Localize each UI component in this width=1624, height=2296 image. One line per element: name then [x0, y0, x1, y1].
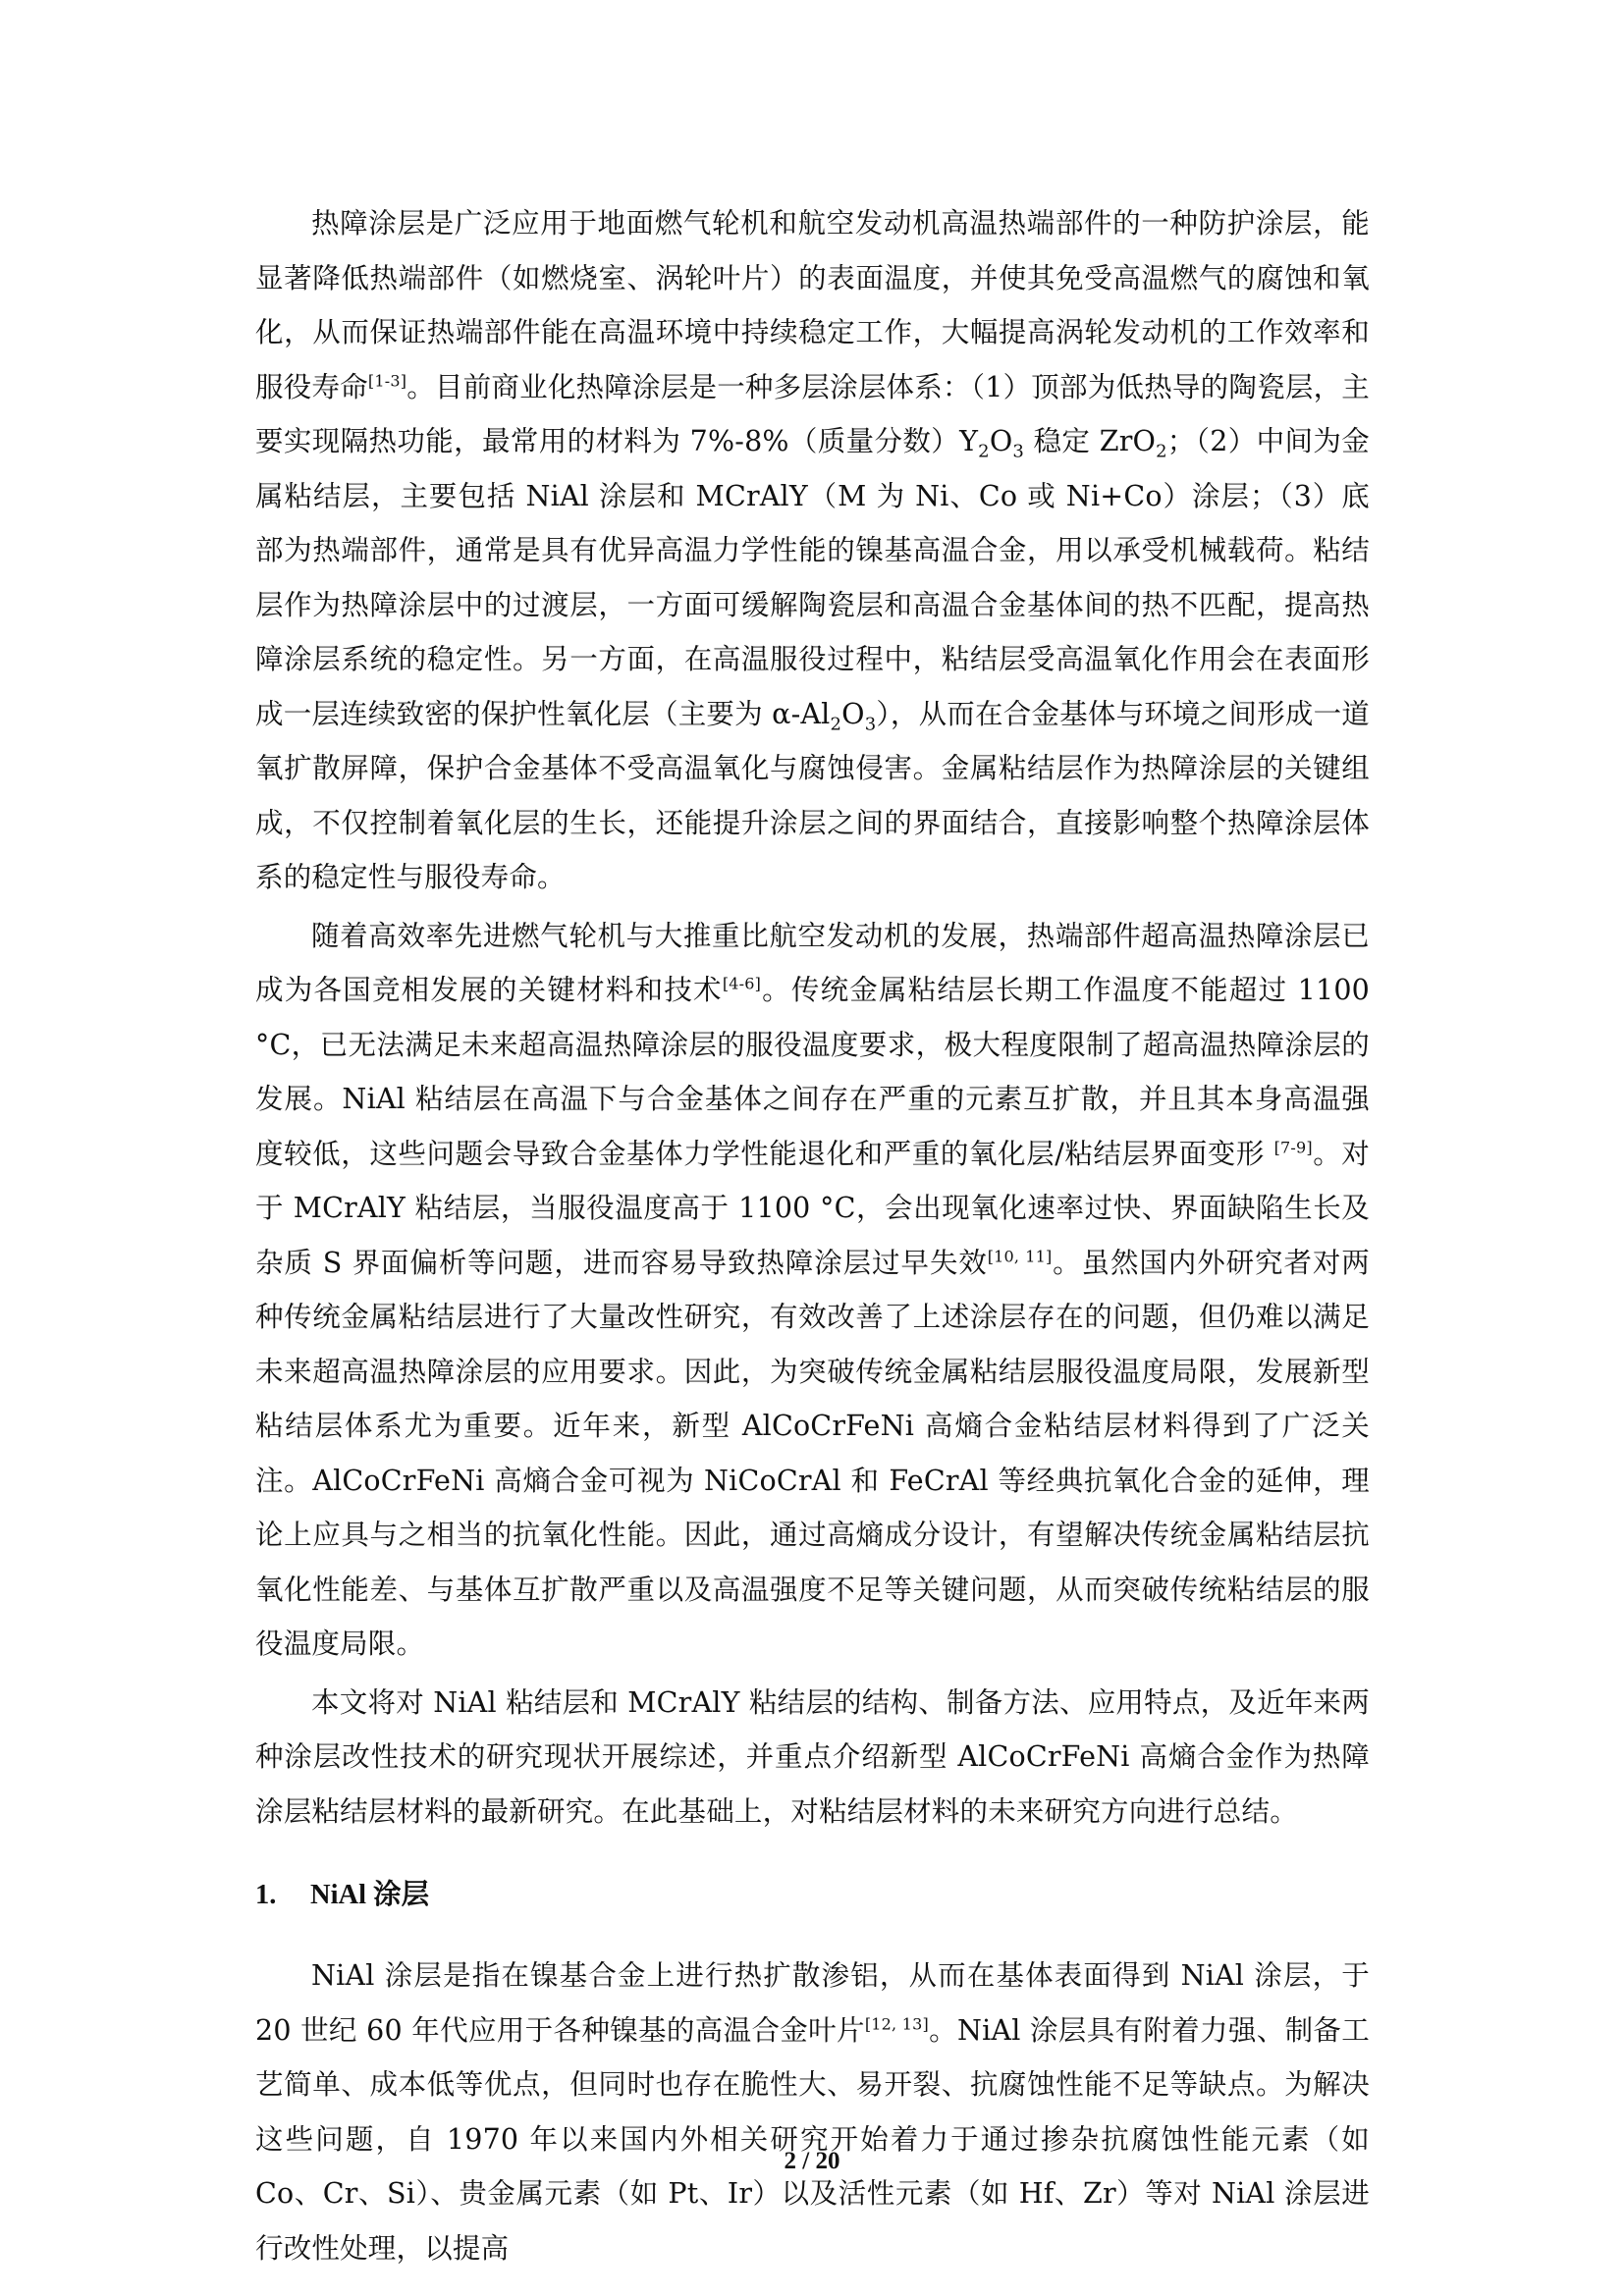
text-run: 本文将对 NiAl 粘结层和 MCrAlY 粘结层的结构、制备方法、应用特点，及近年来两种涂层改性技术的研究现状开展综述，并重点介绍新型 AlCoCrFeNi 高熵合金作为热障涂层粘结层材料的最新研究。在此基础上，对粘结层材料的未来研究方向进行总结。: [255, 1685, 1370, 1828]
text-run: 。虽然国内外研究者对两种传统金属粘结层进行了大量改性研究，有效改善了上述涂层存在的问题，但仍难以满足未来超高温热障涂层的应用要求。因此，为突破传统金属粘结层服役温度局限，发展新型粘结层体系尤为重要。近年来，新型 AlCoCrFeNi 高熵合金粘结层材料得到了广泛关注。AlCoCrFeNi 高熵合金可视为 NiCoCrAl 和 FeCrAl 等经典抗氧化合金的延伸，理论上应具与之相当的抗氧化性能。因此，通过高熵成分设计，有望解决传统金属粘结层抗氧化性能差、与基体互扩散严重以及高温强度不足等关键问题，从而突破传统粘结层的服役温度局限。: [255, 1246, 1370, 1660]
text-run: 稳定 ZrO: [1024, 425, 1157, 457]
subscript: 3: [864, 714, 877, 735]
section-title: NiAl 涂层: [310, 1880, 430, 1910]
text-run: NiAl 涂层是指在镍基合金上进行热扩散渗铝，从而在基体表面得到 NiAl 涂层，于 20 世纪 60 年代应用于各种镍基的高温合金叶片: [255, 1959, 1370, 2047]
paragraph-intro: [255, 196, 1370, 905]
main-text: [255, 196, 1370, 2279]
subscript: 2: [830, 714, 842, 735]
text-run: 。传统金属粘结层长期工作温度不能超过 1100 °C，已无法满足未来超高温热障涂层的服役温度要求，极大程度限制了超高温热障涂层的发展。NiAl 粘结层在高温下与合金基体之间存在严重的元素互扩散，并且其本身高温强度较低，这些问题会导致合金基体力学性能退化和严重的氧化层/粘结层界面变形: [255, 974, 1370, 1170]
text-run: 随着高效率先进燃气轮机与大推重比航空发动机的发展，热端部件超高温热障涂层已成为各国竞相发展的关键材料和技术: [255, 919, 1370, 1006]
citation: [1-3]: [367, 371, 407, 390]
text-run: 。目前商业化热障涂层是一种多层涂层体系：（1）顶部为低热导的陶瓷层，主要实现隔热功能，最常用的材料为 7%-8%（质量分数）Y: [255, 370, 1370, 457]
section-number: 1.: [255, 1880, 277, 1910]
subscript: 3: [1012, 441, 1025, 462]
subscript: 2: [1156, 441, 1167, 462]
citation: [7-9]: [1273, 1138, 1313, 1156]
subscript: 2: [978, 441, 990, 462]
paragraph-development: [255, 909, 1370, 1672]
paragraph-nial: [255, 1949, 1370, 2275]
text-run: ），从而在合金基体与环境之间形成一道氧扩散屏障，保护合金基体不受高温氧化与腐蚀侵害。金属粘结层作为热障涂层的关键组成，不仅控制着氧化层的生长，还能提升涂层之间的界面结合，直接影响整个热障涂层体系的稳定性与服役寿命。: [255, 697, 1370, 893]
text-run: O: [989, 425, 1013, 457]
text-run: 。NiAl 涂层具有附着力强、制备工艺简单、成本低等优点，但同时也存在脆性大、易开裂、抗腐蚀性能不足等缺点。为解决这些问题，自 1970 年以来国内外相关研究开始着力于通过掺杂抗腐蚀性能元素（如 Co、Cr、Si）、贵金属元素（如 Pt、Ir）以及活性元素（如 Hf、Zr）等对 NiAl 涂层进行改性处理，以提高: [255, 2013, 1370, 2265]
paragraph-outline: [255, 1676, 1370, 1840]
citation: [10, 11]: [987, 1247, 1053, 1265]
text-run: 。对于 MCrAlY 粘结层，当服役温度高于 1100 °C，会出现氧化速率过快、界面缺陷生长及杂质 S 界面偏析等问题，进而容易导致热障涂层过早失效: [255, 1137, 1370, 1279]
text-run: O: [841, 697, 865, 730]
section-heading: [255, 1876, 1370, 1915]
text-run: ；（2）中间为金属粘结层，主要包括 NiAl 涂层和 MCrAlY（M 为 Ni、Co 或 Ni+Co）涂层；（3）底部为热端部件，通常是具有优异高温力学性能的镍基高温合金，用以承受机械载荷。粘结层作为热障涂层中的过渡层，一方面可缓解陶瓷层和高温合金基体间的热不匹配，提高热障涂层系统的稳定性。另一方面，在高温服役过程中，粘结层受高温氧化作用会在表面形成一层连续致密的保护性氧化层（主要为 α-Al: [255, 425, 1370, 730]
citation: [4-6]: [722, 974, 762, 993]
citation: [12, 13]: [864, 2014, 929, 2033]
text-run: 热障涂层是广泛应用于地面燃气轮机和航空发动机高温热端部件的一种防护涂层，能显著降低热端部件（如燃烧室、涡轮叶片）的表面温度，并使其免受高温燃气的腐蚀和氧化，从而保证热端部件能在高温环境中持续稳定工作，大幅提高涡轮发动机的工作效率和服役寿命: [255, 207, 1370, 403]
page-number: 2 / 20: [784, 2148, 840, 2174]
